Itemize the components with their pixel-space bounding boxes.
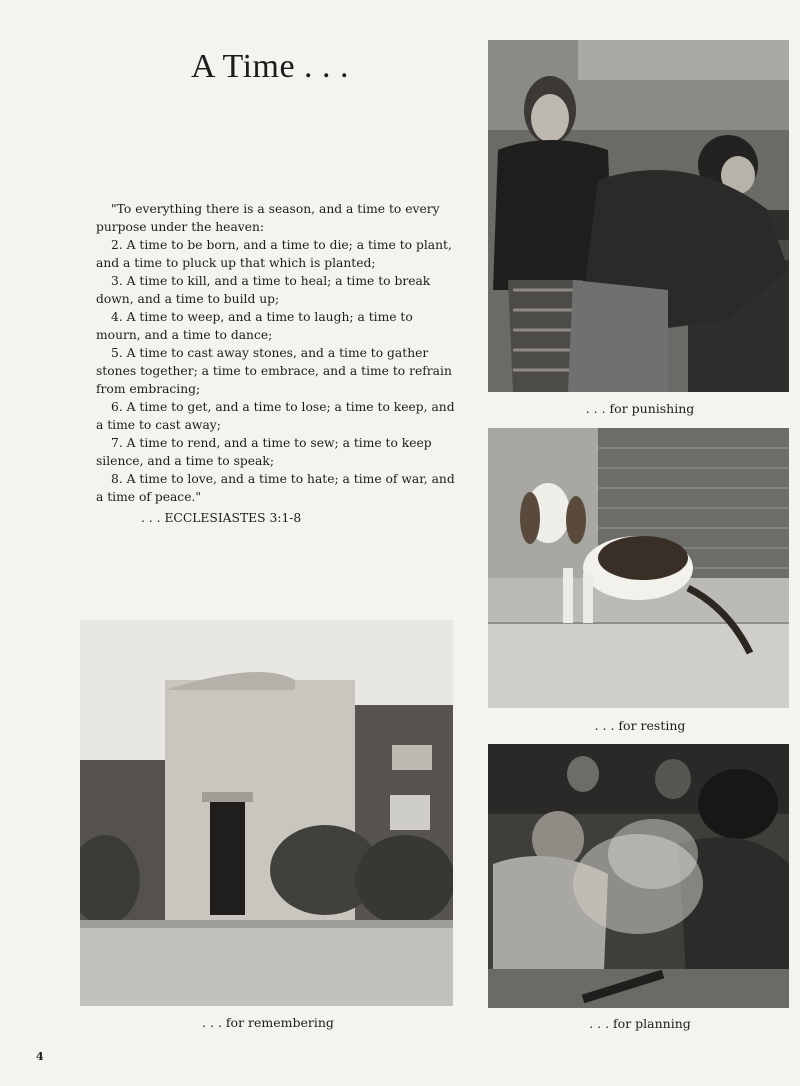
photo-school-remembering	[80, 620, 453, 1006]
verse-line: 2. A time to be born, and a time to die; a time to plant, and a time to pluck up that which is planted;	[96, 238, 452, 270]
scripture-passage	[96, 200, 458, 527]
verse-line: 6. A time to get, and a time to lose; a time to keep, and a time to cast away;	[96, 400, 455, 432]
verse-line: 7. A time to rend, and a time to sew; a time to keep silence, and a time to speak;	[96, 436, 432, 468]
caption-punishing: . . . for punishing	[585, 401, 695, 416]
verse-line: 4. A time to weep, and a time to laugh; a time to mourn, and a time to dance;	[96, 310, 413, 342]
verse-citation: . . . ECCLESIASTES 3:1-8	[141, 511, 302, 525]
page-number: 4	[36, 1050, 44, 1063]
verse-line: "To everything there is a season, and a time to every purpose under the heaven:	[96, 202, 440, 234]
page-title: A Time . . .	[190, 48, 350, 85]
caption-resting: . . . for resting	[594, 718, 686, 733]
photo-dog-resting	[488, 428, 789, 708]
photo-students-planning	[488, 744, 789, 1008]
photo-students-punishing	[488, 40, 789, 392]
caption-planning: . . . for planning	[589, 1016, 691, 1031]
verse-line: 8. A time to love, and a time to hate; a time of war, and a time of peace."	[96, 472, 455, 504]
caption-remembering: . . . for remembering	[202, 1015, 334, 1030]
verse-line: 5. A time to cast away stones, and a time to gather stones together; a time to embrace, and a time to refrain from embracing;	[96, 346, 452, 396]
verse-line: 3. A time to kill, and a time to heal; a time to break down, and a time to build up;	[96, 274, 431, 306]
